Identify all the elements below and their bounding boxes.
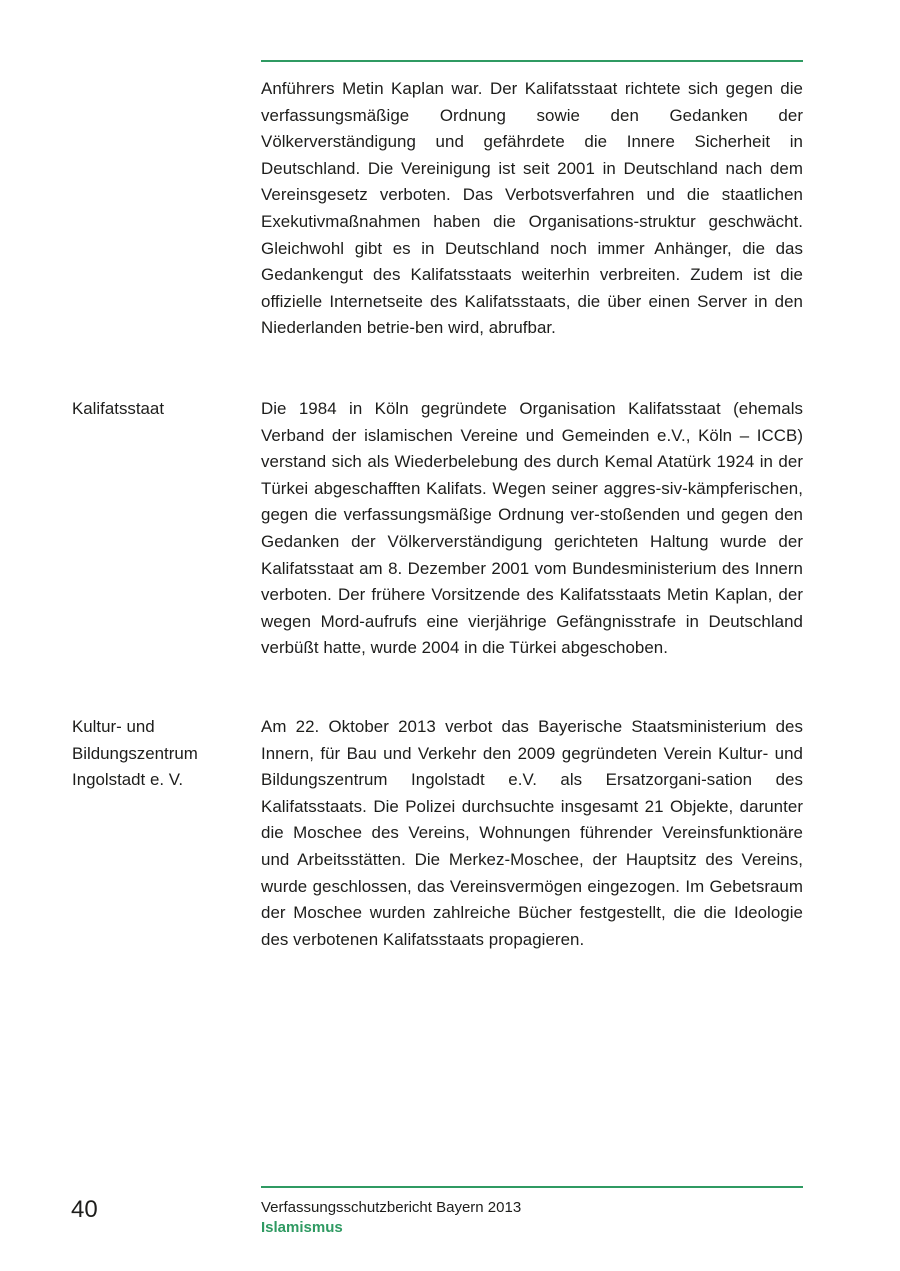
footer-publication-title: Verfassungsschutzbericht Bayern 2013 xyxy=(261,1199,522,1216)
section-label-kultur-bildungszentrum: Kultur- und Bildungszentrum Ingolstadt e. V. xyxy=(72,717,198,790)
continuation-paragraph: Anführers Metin Kaplan war. Der Kalifatsstaat richtete sich gegen die verfassungsmäßige Ordnung sowie den Gedanken der Völkerverständigung und gefährdete die Innere Sicherheit in Deutschland. Die Vereinigung ist seit 2001 in Deutschland nach dem Vereinsgesetz verboten. Das Verbotsverfahren und die staatlichen Exekutivmaßnahmen haben die Organisations-struktur geschwächt. Gleichwohl gibt es in Deutschland noch immer Anhänger, die das Gedankengut des Kalifatsstaats weiterhin verbreiten. Zudem ist die offizielle Internetseite des Kalifatsstaats, die über einen Server in den Niederlanden betrie-ben wird, abrufbar. xyxy=(261,79,803,338)
footer-divider xyxy=(261,1186,803,1188)
footer-section-name: Islamismus xyxy=(261,1219,343,1236)
section-text-kalifatsstaat: Die 1984 in Köln gegründete Organisation Kalifatsstaat (ehemals Verband der islamischen Vereine und Gemeinden e.V., Köln – ICCB) verstand sich als Wiederbelebung des durch Kemal Atatürk 1924 in der Türkei abgeschafften Kalifats. Wegen seiner aggres-siv-kämpferischen, gegen die verfassungsmäßige Ordnung ver-stoßenden und gegen den Gedanken der Völkerverständigung gerichteten Haltung wurde der Kalifatsstaat am 8. Dezember 2001 vom Bundesministerium des Innern verboten. Der frühere Vorsitzende des Kalifatsstaats Metin Kaplan, der wegen Mord-aufrufs eine vierjährige Gefängnisstrafe in Deutschland verbüßt hatte, wurde 2004 in die Türkei abgeschoben. xyxy=(261,399,803,658)
section-label-kalifatsstaat: Kalifatsstaat xyxy=(72,399,165,418)
page-number: 40 xyxy=(71,1196,98,1223)
section-text-kultur-bildungszentrum: Am 22. Oktober 2013 verbot das Bayerische Staatsministerium des Innern, für Bau und Verkehr den 2009 gegründeten Verein Kultur- und Bildungszentrum Ingolstadt e.V. als Ersatzorgani-sation des Kalifatsstaats. Die Polizei durchsuchte insgesamt 21 Objekte, darunter die Moschee des Vereins, Wohnungen führender Vereinsfunktionäre und Arbeitsstätten. Die Merkez-Moschee, der Hauptsitz des Vereins, wurde geschlossen, das Vereinsvermögen eingezogen. Im Gebetsraum der Moschee wurden zahlreiche Bücher festgestellt, die die Ideologie des verbotenen Kalifatsstaats propagieren. xyxy=(261,717,803,949)
top-divider xyxy=(261,60,803,62)
